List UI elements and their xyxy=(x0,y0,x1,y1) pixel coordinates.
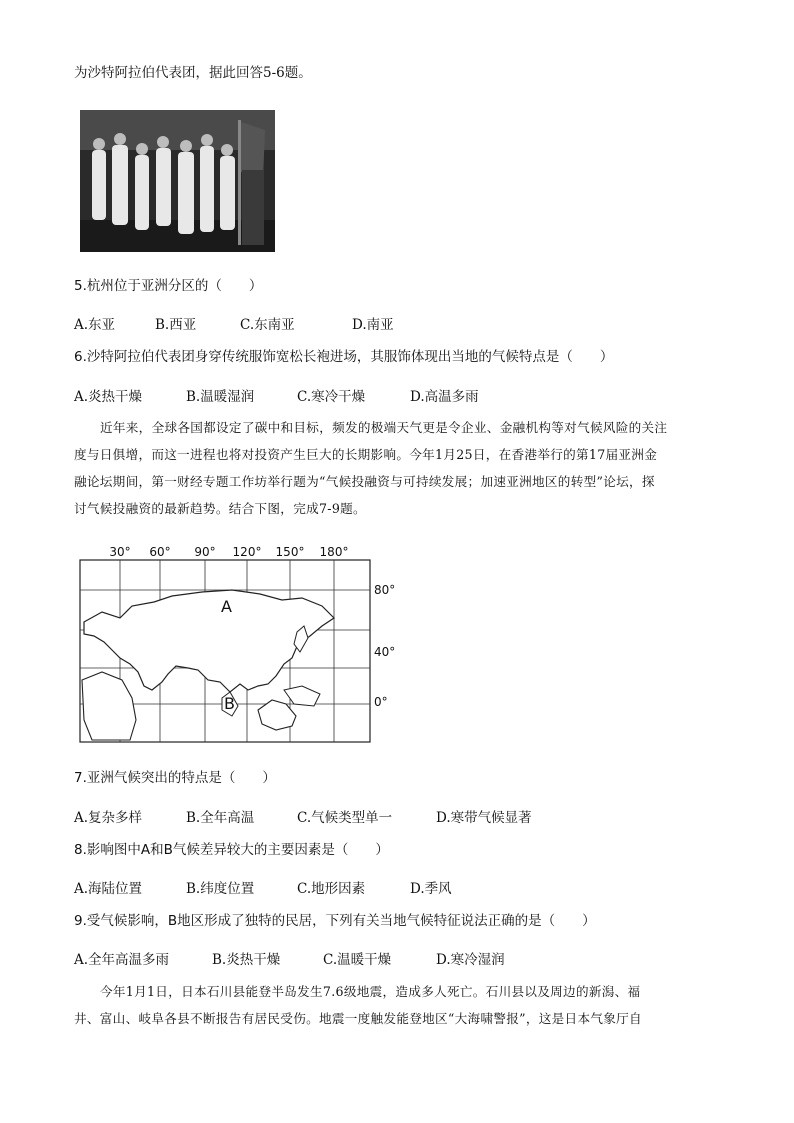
passage1-line-2: 度与日俱增，而这一进程也将对投资产生巨大的长期影响。今年1月25日，在香港举行的第17届亚洲金 xyxy=(74,447,658,462)
q8-option-d[interactable]: D.季风 xyxy=(410,881,452,897)
delegation-photo xyxy=(80,110,275,252)
question-5-stem: 5.杭州位于亚洲分区的（ ） xyxy=(74,278,263,294)
q6-option-a[interactable]: A.炎热干燥 xyxy=(74,389,143,405)
q7-option-a[interactable]: A.复杂多样 xyxy=(74,810,143,826)
q7-option-d[interactable]: D.寒带气候显著 xyxy=(436,810,532,826)
question-9-stem: 9.受气候影响，B地区形成了独特的民居，下列有关当地气候特征说法正确的是（ ） xyxy=(74,913,596,929)
q5-option-a[interactable]: A.东亚 xyxy=(74,317,116,333)
map-lat-label: 40° xyxy=(374,645,396,659)
q6-option-d[interactable]: D.高温多雨 xyxy=(410,389,479,405)
map-marker-a: A xyxy=(221,597,232,616)
map-lon-label: 120° xyxy=(232,545,262,559)
q6-option-b[interactable]: B.温暖湿润 xyxy=(186,389,255,405)
map-lat-label: 80° xyxy=(374,583,396,597)
map-lon-label: 30° xyxy=(109,545,131,559)
question-8-stem: 8.影响图中A和B气候差异较大的主要因素是（ ） xyxy=(74,842,389,858)
q9-option-c[interactable]: C.温暖干燥 xyxy=(323,952,392,968)
map-lon-label: 60° xyxy=(149,545,171,559)
passage1-line-1: 近年来，全球各国都设定了碳中和目标，频发的极端天气更是令企业、金融机构等对气候风险的关注 xyxy=(100,420,668,435)
passage-earthquake xyxy=(74,978,722,1032)
passage-climate-finance xyxy=(74,414,722,522)
q8-option-b[interactable]: B.纬度位置 xyxy=(186,881,255,897)
intro-text: 为沙特阿拉伯代表团，据此回答5-6题。 xyxy=(74,65,312,81)
question-6-stem: 6.沙特阿拉伯代表团身穿传统服饰宽松长袍进场，其服饰体现出当地的气候特点是（ ） xyxy=(74,349,614,365)
q9-option-a[interactable]: A.全年高温多雨 xyxy=(74,952,170,968)
passage2-line-2: 井、富山、岐阜各县不断报告有居民受伤。地震一度触发能登地区“大海啸警报”，这是日本气象厅自 xyxy=(74,1011,642,1026)
map-marker-b: B xyxy=(224,694,235,713)
q7-option-c[interactable]: C.气候类型单一 xyxy=(297,810,393,826)
q8-option-c[interactable]: C.地形因素 xyxy=(297,881,366,897)
q5-option-c[interactable]: C.东南亚 xyxy=(240,317,295,333)
passage2-line-1: 今年1月1日，日本石川县能登半岛发生7.6级地震，造成多人死亡。石川县以及周边的新潟、福 xyxy=(100,984,641,999)
map-lon-label: 180° xyxy=(319,545,349,559)
map-lon-label: 90° xyxy=(194,545,216,559)
map-lon-label: 150° xyxy=(275,545,305,559)
map-lat-label: 0° xyxy=(374,695,388,709)
q8-option-a[interactable]: A.海陆位置 xyxy=(74,881,143,897)
q9-option-d[interactable]: D.寒冷湿润 xyxy=(436,952,505,968)
q9-option-b[interactable]: B.炎热干燥 xyxy=(212,952,281,968)
q7-option-b[interactable]: B.全年高温 xyxy=(186,810,255,826)
q5-option-d[interactable]: D.南亚 xyxy=(352,317,394,333)
passage1-line-4: 讨气候投融资的最新趋势。结合下图，完成7-9题。 xyxy=(74,501,366,516)
q5-option-b[interactable]: B.西亚 xyxy=(155,317,197,333)
question-7-stem: 7.亚洲气候突出的特点是（ ） xyxy=(74,770,276,786)
passage1-line-3: 融论坛期间，第一财经专题工作坊举行题为“气候投融资与可持续发展；加速亚洲地区的转型”论坛，探 xyxy=(74,474,655,489)
asia-map xyxy=(72,540,412,750)
q6-option-c[interactable]: C.寒冷干燥 xyxy=(297,389,366,405)
